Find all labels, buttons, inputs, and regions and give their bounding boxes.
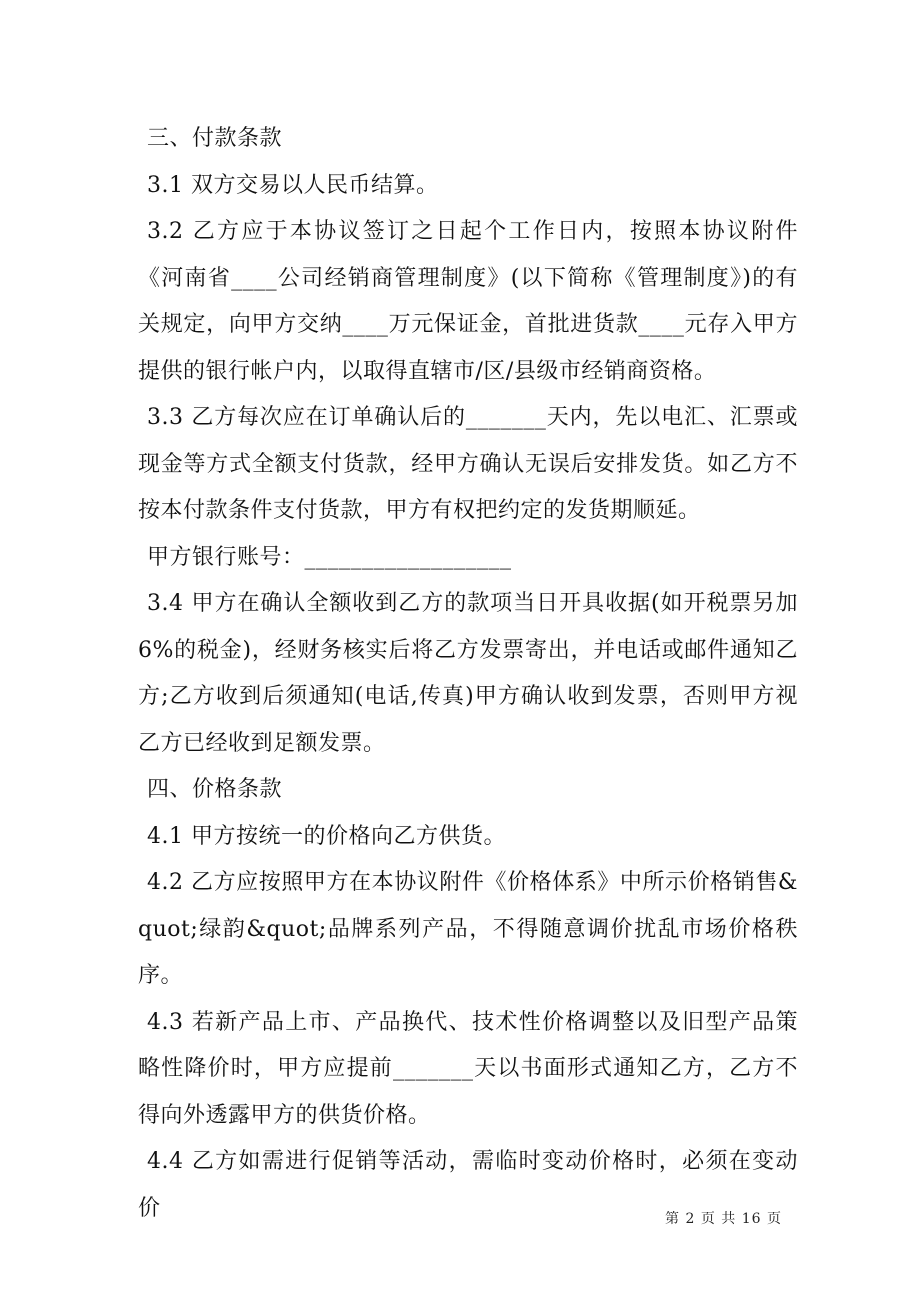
section-heading-payment: 三、付款条款 [147, 126, 283, 151]
clause-3-4: 3.4 甲方在确认全额收到乙方的款项当日开具收据(如开税票另加 6%的税金)，经财务核实后将乙方发票寄出，并电话或邮件通知乙方;乙方收到后须通知(电话,传真)甲方确认收到发票，否则甲方视乙方已经收到足额发票。 [138, 591, 806, 756]
page-number-footer: 第 2 页 共 16 页 [665, 1211, 782, 1227]
clause-4-2: 4.2 乙方应按照甲方在本协议附件《价格体系》中所示价格销售&quot;绿韵&quot;品牌系列产品，不得随意调价扰乱市场价格秩序。 [138, 870, 798, 988]
clause-4-4: 4.4 乙方如需进行促销等活动，需临时变动价格时，必须在变动价 [138, 1149, 798, 1221]
document-body [138, 116, 806, 1232]
section-heading-price: 四、价格条款 [147, 777, 283, 802]
clause-3-1: 3.1 双方交易以人民币结算。 [147, 172, 439, 198]
clause-4-1: 4.1 甲方按统一的价格向乙方供货。 [147, 823, 506, 849]
clause-3-2: 3.2 乙方应于本协议签订之日起个工作日内，按照本协议附件《河南省____公司经销商管理制度》(以下简称《管理制度》)的有关规定，向甲方交纳____万元保证金，首批进货款____元存入甲方提供的银行帐户内，以取得直辖市/区/县级市经销商资格。 [138, 219, 798, 384]
clause-4-3: 4.3 若新产品上市、产品换代、技术性价格调整以及旧型产品策略性降价时，甲方应提前_______天以书面形式通知乙方，乙方不得向外透露甲方的供货价格。 [138, 1009, 798, 1128]
bank-account-line: 甲方银行账号：__________________ [147, 544, 512, 570]
clause-3-3: 3.3 乙方每次应在订单确认后的_______天内，先以电汇、汇票或现金等方式全额支付货款，经甲方确认无误后安排发货。如乙方不按本付款条件支付货款，甲方有权把约定的发货期顺延。 [138, 405, 798, 523]
